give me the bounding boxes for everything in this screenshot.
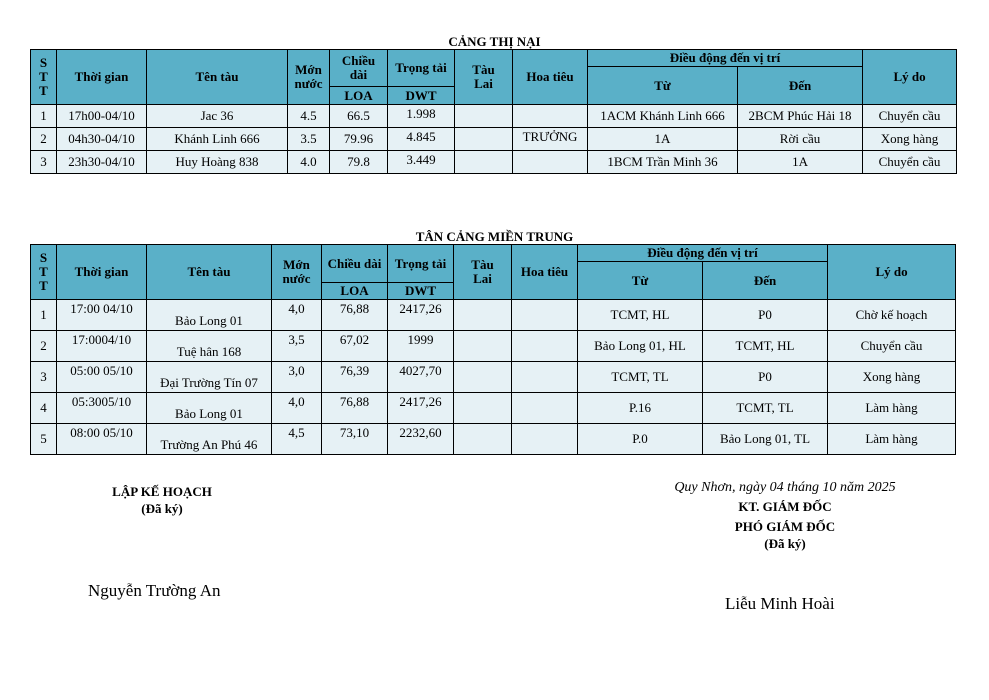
- draft-cell: 4,0: [272, 393, 322, 424]
- time-cell: 23h30-04/10: [57, 151, 147, 174]
- length-header: Chiều dài: [330, 50, 388, 87]
- reason-cell: Làm hàng: [828, 393, 956, 424]
- from-header: Từ: [578, 262, 703, 300]
- to-cell: P0: [703, 300, 828, 331]
- to-header: Đến: [738, 67, 863, 105]
- loa-cell: 79.8: [330, 151, 388, 174]
- move-header: Điều động đến vị trí: [578, 245, 828, 262]
- dwt-cell: 2417,26: [388, 393, 454, 424]
- tonnage-header: Trọng tải: [388, 245, 454, 283]
- draft-cell: 4.5: [288, 105, 330, 128]
- dwt-cell: 4027,70: [388, 362, 454, 393]
- pilot-cell: [513, 151, 588, 174]
- reason-cell: Xong hàng: [863, 128, 957, 151]
- tug-cell: [454, 424, 512, 455]
- stt-cell: 3: [31, 362, 57, 393]
- to-cell: 1A: [738, 151, 863, 174]
- from-header: Từ: [588, 67, 738, 105]
- loa-cell: 76,88: [322, 393, 388, 424]
- table-row: [31, 393, 956, 424]
- reason-cell: Xong hàng: [828, 362, 956, 393]
- stt-header: S T T: [31, 50, 57, 105]
- from-cell: P.16: [578, 393, 703, 424]
- stt-cell: 1: [31, 105, 57, 128]
- reason-cell: Chuyển cầu: [863, 151, 957, 174]
- pilot-cell: [512, 362, 578, 393]
- from-cell: 1ACM Khánh Linh 666: [588, 105, 738, 128]
- tug-header: Tàu Lai: [455, 50, 513, 105]
- ship-cell: Tuệ hân 168: [147, 331, 272, 362]
- right-signature-block: [645, 479, 925, 552]
- reason-cell: Chuyển cầu: [828, 331, 956, 362]
- reason-header: Lý do: [828, 245, 956, 300]
- from-cell: TCMT, HL: [578, 300, 703, 331]
- loa-cell: 79.96: [330, 128, 388, 151]
- tonnage-header: Trọng tải: [388, 50, 455, 87]
- stt-cell: 2: [31, 331, 57, 362]
- stt-header: S T T: [31, 245, 57, 300]
- planner-name: Nguyễn Trường An: [88, 581, 221, 600]
- loa-header: LOA: [322, 283, 388, 300]
- from-cell: TCMT, TL: [578, 362, 703, 393]
- deputy-director-title: PHÓ GIÁM ĐỐC: [734, 519, 836, 534]
- to-header: Đến: [703, 262, 828, 300]
- table-row: [31, 331, 956, 362]
- to-cell: 2BCM Phúc Hải 18: [738, 105, 863, 128]
- pilot-cell: [512, 300, 578, 331]
- planner-status: (Đã ký): [141, 501, 183, 516]
- dwt-cell: 1.998: [388, 105, 455, 128]
- ship-header: Tên tàu: [147, 245, 272, 300]
- dwt-cell: 1999: [388, 331, 454, 362]
- ship-cell: Huy Hoàng 838: [147, 151, 288, 174]
- loa-cell: 67,02: [322, 331, 388, 362]
- time-cell: 05:00 05/10: [57, 362, 147, 393]
- to-cell: TCMT, TL: [703, 393, 828, 424]
- time-cell: 17:00 04/10: [57, 300, 147, 331]
- table-row: [31, 424, 956, 455]
- section2-title: TÂN CẢNG MIỀN TRUNG: [415, 229, 574, 244]
- loa-cell: 76,39: [322, 362, 388, 393]
- from-cell: 1A: [588, 128, 738, 151]
- table-row: [31, 105, 957, 128]
- ship-cell: Jac 36: [147, 105, 288, 128]
- time-header: Thời gian: [57, 245, 147, 300]
- ship-header: Tên tàu: [147, 50, 288, 105]
- dwt-cell: 2417,26: [388, 300, 454, 331]
- tug-cell: [455, 105, 513, 128]
- dwt-cell: 4.845: [388, 128, 455, 151]
- move-header: Điều động đến vị trí: [588, 50, 863, 67]
- to-cell: Bảo Long 01, TL: [703, 424, 828, 455]
- section2-table: [30, 244, 956, 455]
- section1-title: CẢNG THỊ NẠI: [448, 34, 541, 49]
- time-cell: 17:0004/10: [57, 331, 147, 362]
- stt-cell: 3: [31, 151, 57, 174]
- draft-cell: 4,0: [272, 300, 322, 331]
- dwt-header: DWT: [388, 283, 454, 300]
- from-cell: Bảo Long 01, HL: [578, 331, 703, 362]
- pilot-cell: [512, 331, 578, 362]
- from-cell: P.0: [578, 424, 703, 455]
- dwt-cell: 3.449: [388, 151, 455, 174]
- dwt-cell: 2232,60: [388, 424, 454, 455]
- pilot-cell: [512, 424, 578, 455]
- draft-cell: 3,5: [272, 331, 322, 362]
- pilot-cell: TRƯỞNG: [513, 128, 588, 151]
- table-row: [31, 300, 956, 331]
- reason-header: Lý do: [863, 50, 957, 105]
- stt-cell: 4: [31, 393, 57, 424]
- place-date: Quy Nhơn, ngày 04 tháng 10 năm 2025: [674, 480, 896, 495]
- stt-cell: 5: [31, 424, 57, 455]
- tug-cell: [455, 151, 513, 174]
- reason-cell: Làm hàng: [828, 424, 956, 455]
- time-cell: 05:3005/10: [57, 393, 147, 424]
- tug-cell: [454, 393, 512, 424]
- pilot-cell: [512, 393, 578, 424]
- table-row: [31, 362, 956, 393]
- tug-cell: [454, 331, 512, 362]
- director-title: KT. GIÁM ĐỐC: [738, 499, 832, 514]
- pilot-header: Hoa tiêu: [512, 245, 578, 300]
- planner-title: LẬP KẾ HOẠCH: [112, 484, 212, 499]
- left-signature-block: [72, 483, 252, 517]
- dwt-header: DWT: [388, 87, 455, 105]
- reason-cell: Chờ kế hoạch: [828, 300, 956, 331]
- ship-cell: Bảo Long 01: [147, 300, 272, 331]
- director-name: Liễu Minh Hoài: [725, 594, 835, 613]
- ship-cell: Trường An Phú 46: [147, 424, 272, 455]
- loa-cell: 76,88: [322, 300, 388, 331]
- loa-cell: 73,10: [322, 424, 388, 455]
- tug-header: Tàu Lai: [454, 245, 512, 300]
- to-cell: Rời cầu: [738, 128, 863, 151]
- time-cell: 17h00-04/10: [57, 105, 147, 128]
- time-cell: 04h30-04/10: [57, 128, 147, 151]
- length-header: Chiều dài: [322, 245, 388, 283]
- draft-cell: 4,5: [272, 424, 322, 455]
- draft-header: Mớn nước: [272, 245, 322, 300]
- draft-cell: 3,0: [272, 362, 322, 393]
- pilot-cell: [513, 105, 588, 128]
- draft-cell: 3.5: [288, 128, 330, 151]
- stt-cell: 2: [31, 128, 57, 151]
- time-cell: 08:00 05/10: [57, 424, 147, 455]
- tug-cell: [455, 128, 513, 151]
- table-row: [31, 151, 957, 174]
- table-row: [31, 128, 957, 151]
- section1-table: [30, 49, 957, 174]
- draft-header: Mớn nước: [288, 50, 330, 105]
- ship-cell: Khánh Linh 666: [147, 128, 288, 151]
- ship-cell: Đại Trường Tín 07: [147, 362, 272, 393]
- from-cell: 1BCM Trần Minh 36: [588, 151, 738, 174]
- ship-cell: Bảo Long 01: [147, 393, 272, 424]
- loa-cell: 66.5: [330, 105, 388, 128]
- stt-cell: 1: [31, 300, 57, 331]
- draft-cell: 4.0: [288, 151, 330, 174]
- to-cell: TCMT, HL: [703, 331, 828, 362]
- to-cell: P0: [703, 362, 828, 393]
- loa-header: LOA: [330, 87, 388, 105]
- time-header: Thời gian: [57, 50, 147, 105]
- tug-cell: [454, 300, 512, 331]
- reason-cell: Chuyển cầu: [863, 105, 957, 128]
- director-status: (Đã ký): [764, 536, 806, 551]
- tug-cell: [454, 362, 512, 393]
- pilot-header: Hoa tiêu: [513, 50, 588, 105]
